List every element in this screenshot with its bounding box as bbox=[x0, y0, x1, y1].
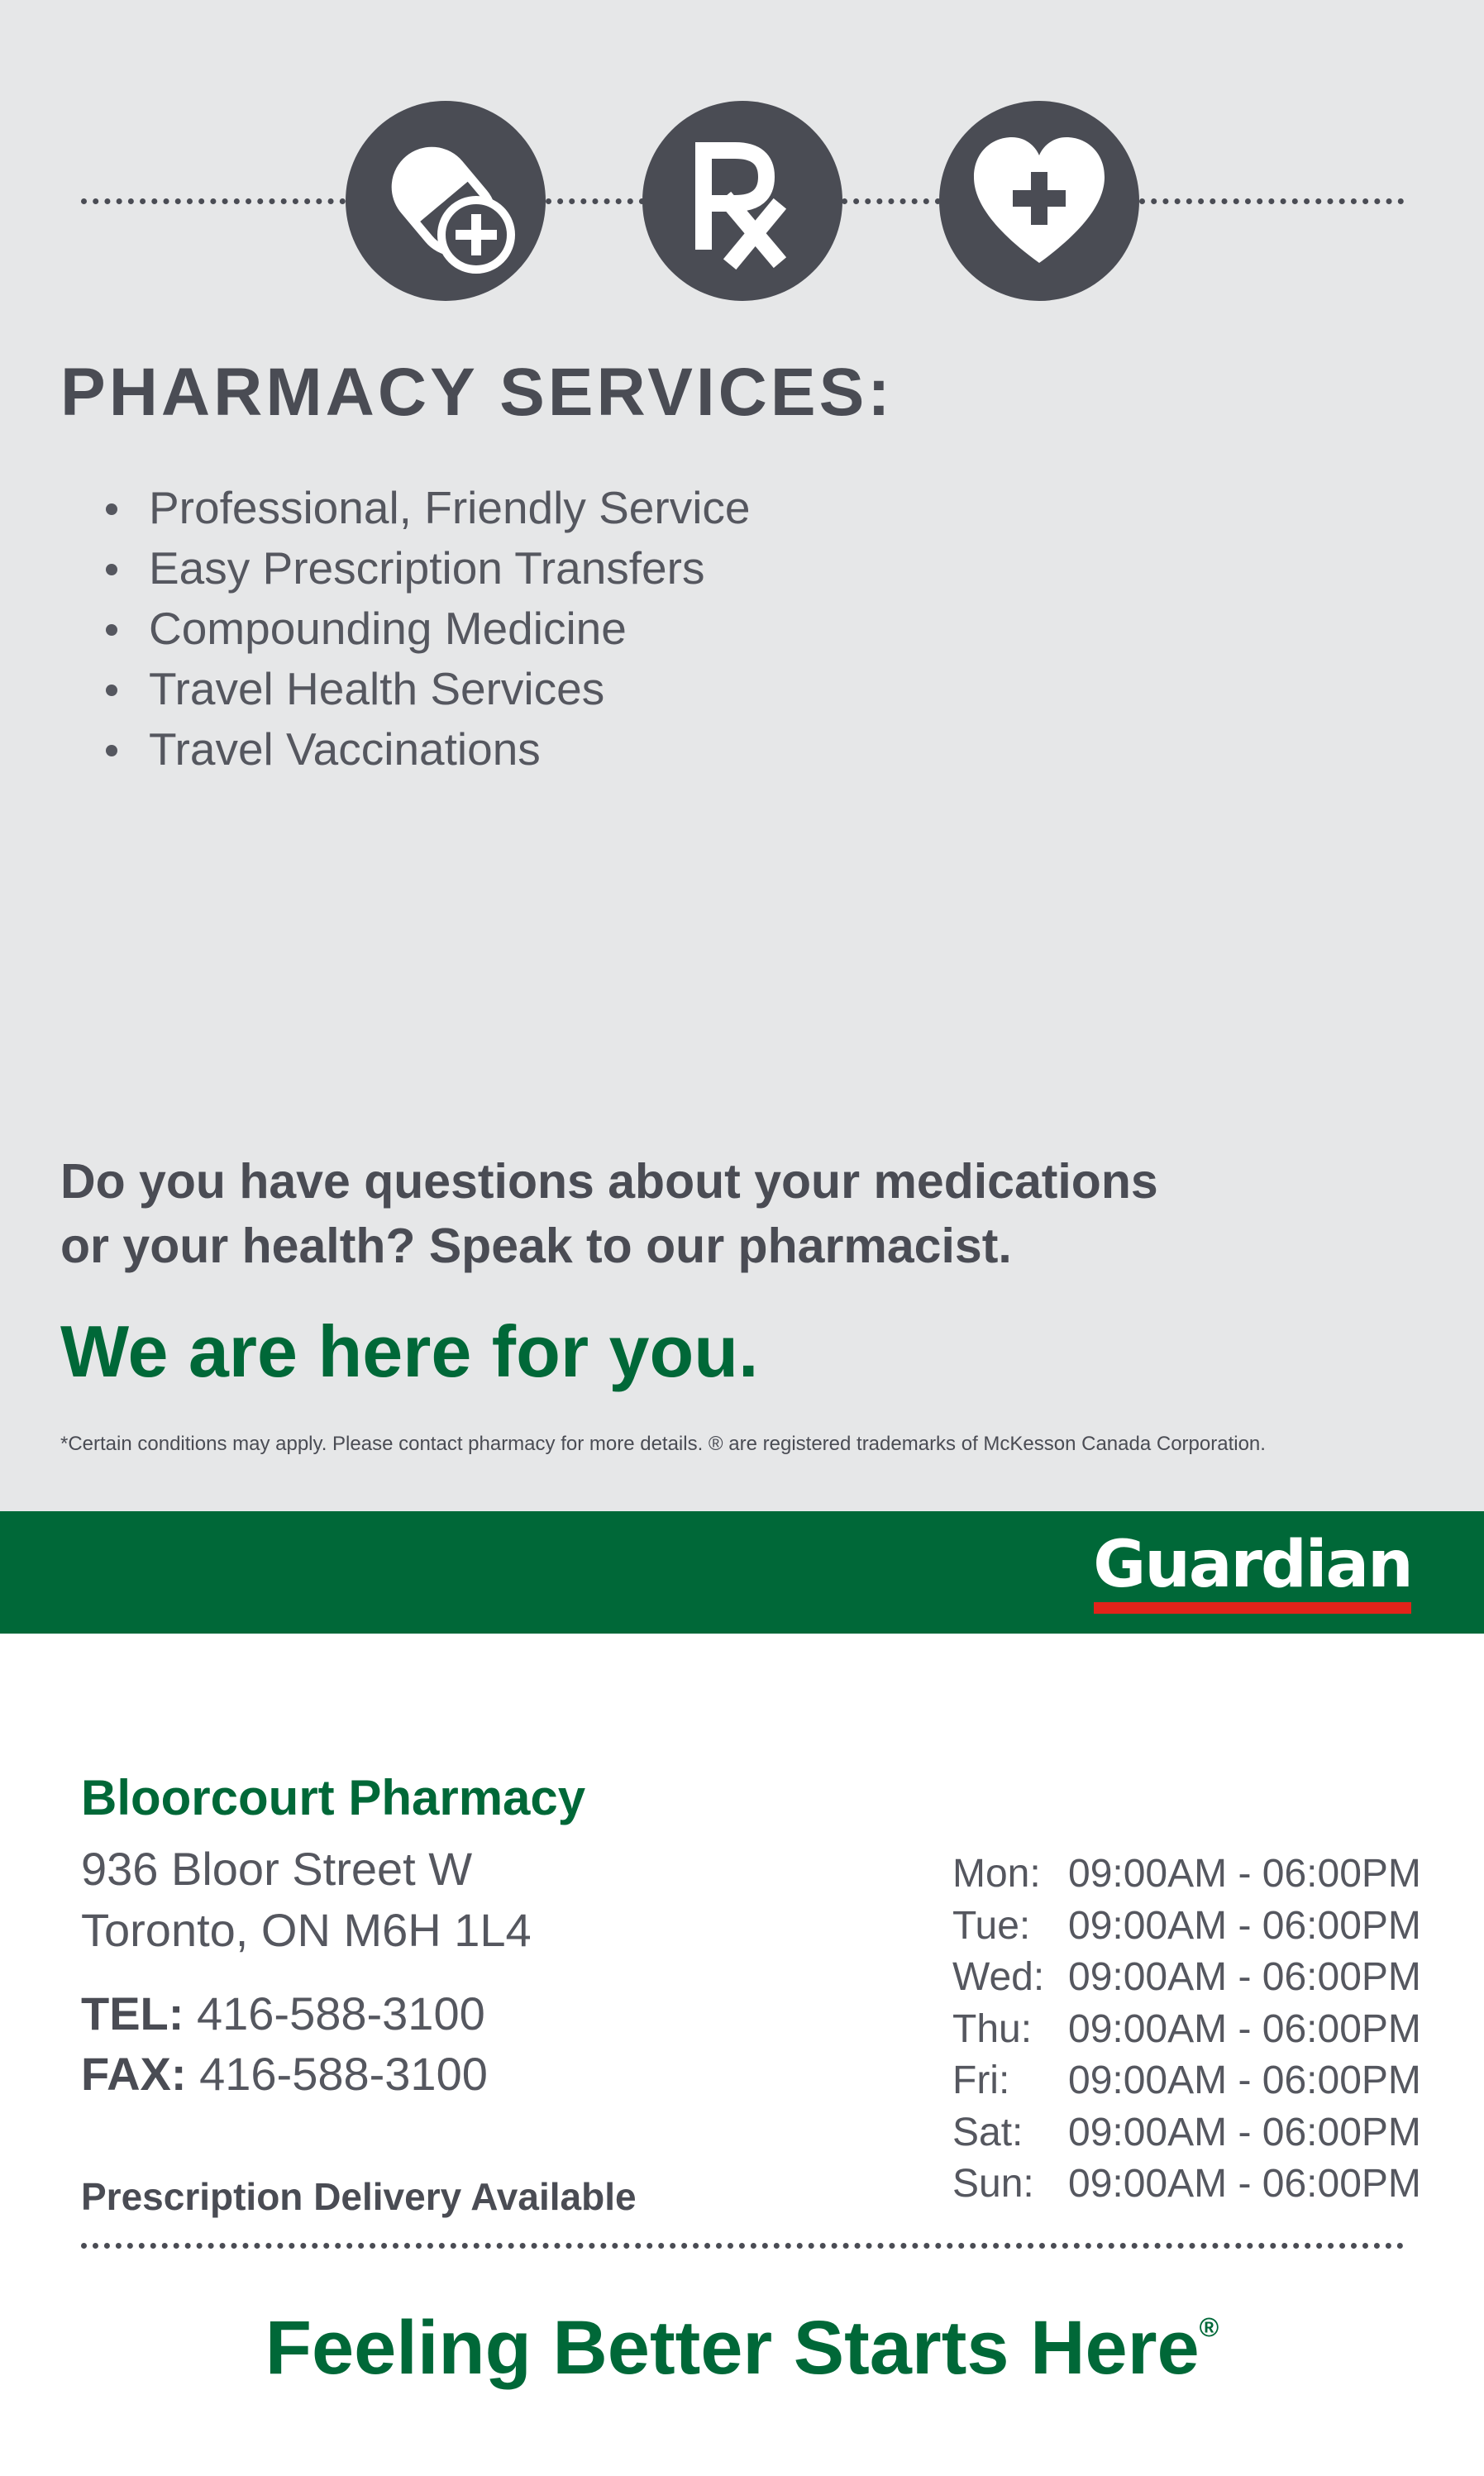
hours-row bbox=[952, 2055, 1421, 2107]
store-fax bbox=[81, 2047, 488, 2101]
hours-time: 09:00AM - 06:00PM bbox=[1068, 1955, 1421, 1999]
hours-row bbox=[952, 1849, 1421, 1901]
slogan bbox=[0, 2302, 1484, 2393]
fax-number: 416-588-3100 bbox=[199, 2048, 488, 2100]
pill-icon bbox=[346, 101, 546, 301]
question-line-1: Do you have questions about your medications bbox=[60, 1154, 1158, 1209]
hours-day: Mon: bbox=[952, 1852, 1041, 1896]
hours-time: 09:00AM - 06:00PM bbox=[1068, 1903, 1421, 1948]
pharmacist-question bbox=[60, 1149, 1300, 1278]
hours-time: 09:00AM - 06:00PM bbox=[1068, 2059, 1421, 2102]
hours-day: Thu: bbox=[952, 2006, 1033, 2051]
hours-time: 09:00AM - 06:00PM bbox=[1068, 1852, 1421, 1896]
hours-row bbox=[952, 1901, 1421, 1953]
hours-day: Sun: bbox=[952, 2162, 1034, 2206]
store-name: Bloorcourt Pharmacy bbox=[81, 1770, 586, 1825]
header-dotted-divider-middle-right bbox=[842, 198, 941, 204]
services-list bbox=[73, 478, 751, 780]
registered-mark: ® bbox=[1199, 2312, 1219, 2342]
hours-day: Sat: bbox=[952, 2110, 1024, 2154]
hours-row bbox=[952, 1952, 1421, 2004]
hours-day: Wed: bbox=[952, 1955, 1045, 1999]
phone-label: TEL: bbox=[81, 1987, 184, 2039]
hours-row bbox=[952, 2004, 1421, 2056]
footer-dotted-divider bbox=[81, 2243, 1404, 2249]
slogan-text: Feeling Better Starts Here bbox=[265, 2306, 1200, 2390]
phone-number[interactable]: 416-588-3100 bbox=[196, 1987, 485, 2039]
rx-icon bbox=[642, 101, 842, 301]
list-item: Travel Vaccinations bbox=[73, 719, 751, 780]
list-item: Compounding Medicine bbox=[73, 599, 751, 659]
store-street: 936 Bloor Street W bbox=[81, 1843, 473, 1895]
hours-row bbox=[952, 2107, 1421, 2159]
list-item: Travel Health Services bbox=[73, 659, 751, 719]
list-item: Easy Prescription Transfers bbox=[73, 538, 751, 599]
guardian-logo-underline bbox=[1094, 1602, 1411, 1614]
hours-time: 09:00AM - 06:00PM bbox=[1068, 2110, 1421, 2154]
header-dotted-divider-left bbox=[81, 198, 346, 204]
fax-label: FAX: bbox=[81, 2048, 187, 2100]
question-line-2: or your health? Speak to our pharmacist. bbox=[60, 1219, 1012, 1273]
tagline: We are here for you. bbox=[60, 1310, 759, 1392]
hours-time: 09:00AM - 06:00PM bbox=[1068, 2162, 1421, 2206]
list-item: Professional, Friendly Service bbox=[73, 478, 751, 538]
guardian-logo bbox=[1091, 1529, 1414, 1614]
services-title: PHARMACY SERVICES: bbox=[60, 355, 894, 430]
store-city: Toronto, ON M6H 1L4 bbox=[81, 1904, 532, 1956]
guardian-logo-text: Guardian bbox=[1093, 1528, 1412, 1602]
heart-plus-icon bbox=[939, 101, 1139, 301]
hours-time: 09:00AM - 06:00PM bbox=[1068, 2006, 1421, 2051]
fineprint-disclaimer: *Certain conditions may apply. Please contact pharmacy for more details. ® are registered trademarks of McKesson Canada Corporation. bbox=[60, 1433, 1266, 1455]
hours-day: Fri: bbox=[952, 2059, 1010, 2102]
header-dotted-divider-middle-left bbox=[546, 198, 645, 204]
store-hours bbox=[952, 1849, 1421, 2211]
hours-row bbox=[952, 2159, 1421, 2211]
hours-day: Tue: bbox=[952, 1903, 1031, 1948]
header-dotted-divider-right bbox=[1139, 198, 1404, 204]
delivery-notice: Prescription Delivery Available bbox=[81, 2175, 637, 2218]
store-phone bbox=[81, 1987, 485, 2040]
brand-band bbox=[0, 1511, 1484, 1634]
